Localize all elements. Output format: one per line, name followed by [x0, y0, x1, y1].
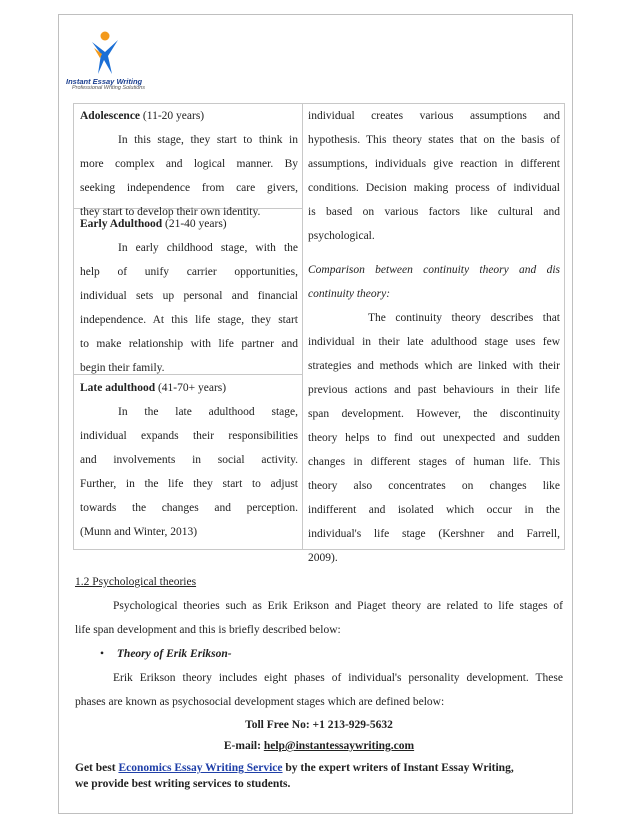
text-line: begin their family. — [80, 362, 165, 374]
promo-line2: we provide best writing services to students. — [75, 778, 291, 790]
text-line: to make relationship with life partner and — [80, 338, 298, 350]
logo-title: Instant Essay Writing — [66, 77, 143, 86]
text-line: In early childhood stage, with the — [118, 242, 298, 254]
text-line: 2009). — [308, 552, 338, 564]
text-line: previous actions and past behaviours in their life — [308, 384, 560, 396]
email-line — [75, 738, 563, 754]
brand-logo — [66, 30, 146, 102]
text-line: span development. However, the discontinuity — [308, 408, 560, 420]
promo-suffix: by the expert writers of Instant Essay Writing, — [282, 762, 514, 774]
text-line: individual creates various assumptions and — [308, 110, 560, 122]
text-line: life span development and this is briefly described below: — [75, 624, 341, 636]
text-line: independence. At this life stage, they start — [80, 314, 298, 326]
text-line: individual's life stage (Kershner and Farrell, — [308, 528, 560, 540]
logo-subtitle: Professional Writing Solutions — [72, 85, 146, 91]
text-line: changes in different stages of human life. This — [308, 456, 560, 468]
column-divider — [302, 104, 303, 549]
text-line: is based on various factors like cultural and — [308, 206, 560, 218]
early-adulthood-heading: Early Adulthood — [80, 218, 163, 230]
bullet-label: Theory of Erik Erikson- — [116, 648, 232, 660]
text-line: and involvements in social activity. — [80, 454, 298, 466]
text-line: more complex and logical manner. By — [80, 158, 298, 170]
text-line: psychological. — [308, 230, 375, 242]
comparison-title: Comparison between continuity theory and dis — [308, 264, 560, 276]
text-line: conditions. Decision making process of individual — [308, 182, 560, 194]
toll-free-number: Toll Free No: +1 213-929-5632 — [245, 719, 393, 731]
promo-text — [75, 760, 563, 792]
section-psychological-theories — [75, 570, 563, 642]
adolescence-cell — [80, 104, 298, 224]
late-adulthood-cell — [80, 376, 298, 544]
text-line: strategies and methods which are linked with their — [308, 360, 560, 372]
text-line: seeking independence from care givers, — [80, 182, 298, 194]
early-adulthood-range: (21-40 years) — [165, 218, 227, 230]
email-label: E-mail: — [223, 740, 264, 752]
text-line: phases are known as psychosocial development stages which are defined below: — [75, 696, 445, 708]
bullet-item — [100, 642, 232, 666]
early-adulthood-cell — [80, 212, 298, 380]
citation: (Munn and Winter, 2013) — [80, 526, 198, 538]
text-line: indifferent and isolated which occur in the — [308, 504, 560, 516]
text-line: hypothesis. This theory states that on the basis of — [308, 134, 560, 146]
late-adulthood-range: (41-70+ years) — [157, 382, 227, 394]
adolescence-range: (11-20 years) — [142, 110, 205, 122]
text-line: individual expands their responsibilities — [80, 430, 298, 442]
text-line: individual in their late adulthood stage uses few — [308, 336, 560, 348]
text-line: The continuity theory describes that — [368, 312, 560, 324]
section-heading: 1.2 Psychological theories — [75, 576, 197, 588]
text-line: help of unify carrier opportunities, — [80, 266, 298, 278]
right-column-text — [308, 104, 560, 570]
email-link[interactable]: help@instantessaywriting.com — [263, 740, 415, 752]
life-stages-table — [73, 103, 565, 564]
erikson-paragraph — [75, 666, 563, 714]
text-line: theory helps to find out unexpected and sudden — [308, 432, 560, 444]
text-line: In the late adulthood stage, — [118, 406, 298, 418]
late-adulthood-heading: Late adulthood — [80, 382, 156, 394]
service-link[interactable]: Economics Essay Writing Service — [118, 762, 283, 774]
text-line: assumptions, individuals give reaction in different — [308, 158, 560, 170]
text-line: theory also concentrates on changes like — [308, 480, 560, 492]
text-line: In this stage, they start to think in — [118, 134, 298, 146]
text-line: Erik Erikson theory includes eight phases of individual's personality development. These — [113, 672, 563, 684]
comparison-title-cont: continuity theory: — [308, 288, 391, 300]
adolescence-heading: Adolescence — [80, 110, 141, 122]
text-line: Further, in the life they start to adjust — [80, 478, 298, 490]
text-line: Psychological theories such as Erik Erikson and Piaget theory are related to life stages of — [113, 600, 563, 612]
logo-figure-icon — [88, 30, 122, 76]
text-line: they start to develop their own identity. — [80, 206, 261, 218]
text-line: individual sets up personal and financial — [80, 290, 298, 302]
bullet-dot-icon: • — [100, 648, 105, 660]
promo-prefix: Get best — [75, 762, 119, 774]
text-line: towards the changes and perception. — [80, 502, 298, 514]
